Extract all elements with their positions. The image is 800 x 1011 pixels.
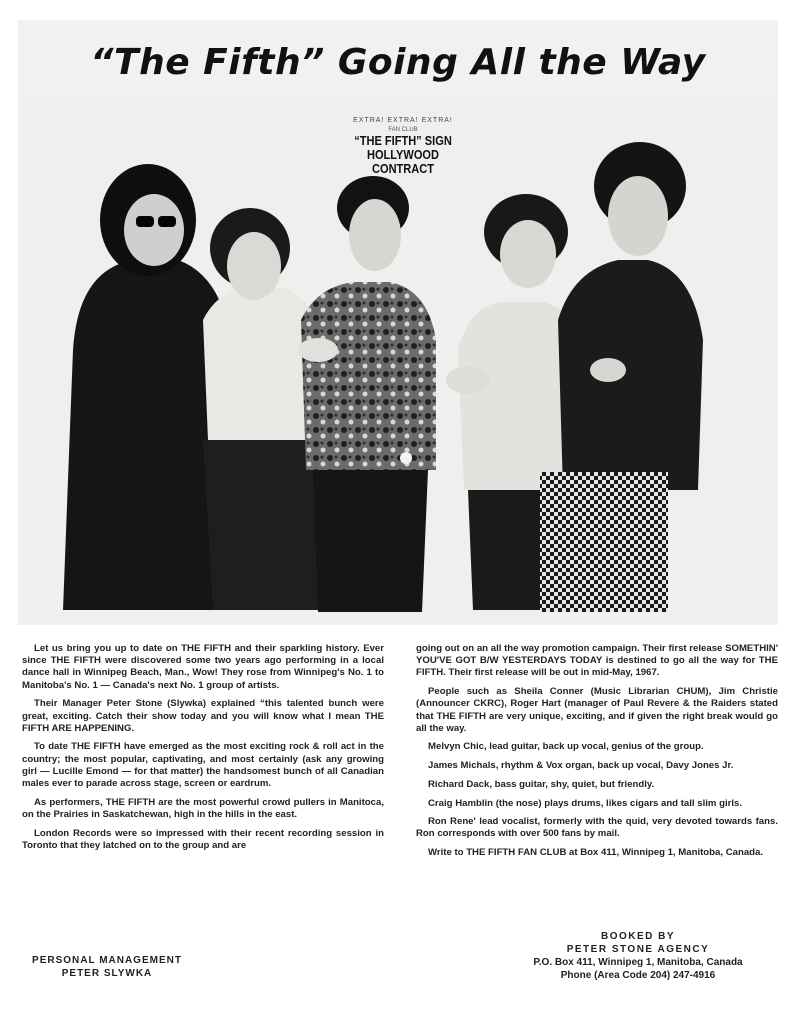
article-paragraph: People such as Sheila Conner (Music Librarian CHUM), Jim Christie (Announcer CKRC), Roger Hart (manager of Paul Revere & the Raiders stated that THE FIFTH are very unique, exciting, and if given the right break would go all the way. [416, 686, 778, 734]
article-paragraph: going out on an all the way promotion campaign. Their first release SOMETHIN' YOU'VE GOT B/W YESTERDAYS TODAY is destined to go all the way for THE FIFTH. Their first release will be out in mid-May, 1967. [416, 643, 778, 679]
management-title: PERSONAL MANAGEMENT [32, 955, 182, 966]
article-paragraph: Craig Hamblin (the nose) plays drums, likes cigars and tall slim girls. [428, 797, 743, 809]
management-name: PETER SLYWKA [61, 968, 153, 979]
booking-phone: Phone (Area Code 204) 247-4916 [560, 970, 716, 981]
clipping-line-1: “THE FIFTH” SIGN [354, 133, 452, 148]
clipping-kicker-sub: FAN CLUB [388, 127, 418, 133]
headline: “The Fifth” Going All the Way [90, 42, 706, 83]
booking-info [498, 930, 778, 982]
band-photo [18, 20, 778, 625]
booking-address: P.O. Box 411, Winnipeg 1, Manitoba, Canada [533, 957, 743, 968]
newspaper-clipping [328, 116, 478, 176]
article-column-right [416, 643, 778, 866]
article-column-left [22, 643, 384, 859]
booking-agency: PETER STONE AGENCY [566, 944, 710, 955]
booking-title: BOOKED BY [600, 931, 676, 942]
personal-management [22, 954, 192, 980]
article-paragraph: James Michals, rhythm & Vox organ, back up vocal, Davy Jones Jr. [428, 760, 734, 772]
clipping-kicker: EXTRA! EXTRA! EXTRA! [353, 117, 453, 124]
article-paragraph: Their Manager Peter Stone (Slywka) explained “this talented bunch were great, exciting. Catch their show today and you will know what I mean THE FIFTH ARE HAPPENING. [22, 698, 384, 734]
article-paragraph: Write to THE FIFTH FAN CLUB at Box 411, Winnipeg 1, Manitoba, Canada. [428, 847, 764, 859]
article-paragraph: Richard Dack, bass guitar, shy, quiet, but friendly. [428, 778, 655, 790]
article-paragraph: Ron Rene' lead vocalist, formerly with the quid, very devoted towards fans. Ron corresponds with over 500 fans by mail. [416, 816, 778, 840]
article-paragraph: Melvyn Chic, lead guitar, back up vocal, genius of the group. [428, 741, 704, 753]
band-photo-illustration [18, 20, 778, 625]
clipping-line-2: HOLLYWOOD CONTRACT [366, 147, 440, 176]
article-paragraph: Let us bring you up to date on THE FIFTH and their sparkling history. Ever since THE FIFTH were discovered some two years ago performing in a local dance hall in Winnipeg Beach, Man., Wow! They rose from Winnipeg's No. 1 to Manitoba's No. 1 — Canada's next No. 1 group of artists. [22, 643, 384, 691]
article-paragraph: To date THE FIFTH have emerged as the most exciting rock & roll act in the country; the most popular, captivating, and most certainly (ask any growing girl — Lucille Emond — for that matter) the handsomest bunch of all Canadian males ever to parade across stage, screen or eardrum. [22, 741, 384, 790]
article-paragraph: London Records were so impressed with their recent recording session in Toronto that they latched on to the group and are [22, 827, 384, 851]
article-paragraph: As performers, THE FIFTH are the most powerful crowd pullers in Manitoca, on the Prairies in Saskatchewan, high in the hills in the east. [22, 796, 384, 820]
